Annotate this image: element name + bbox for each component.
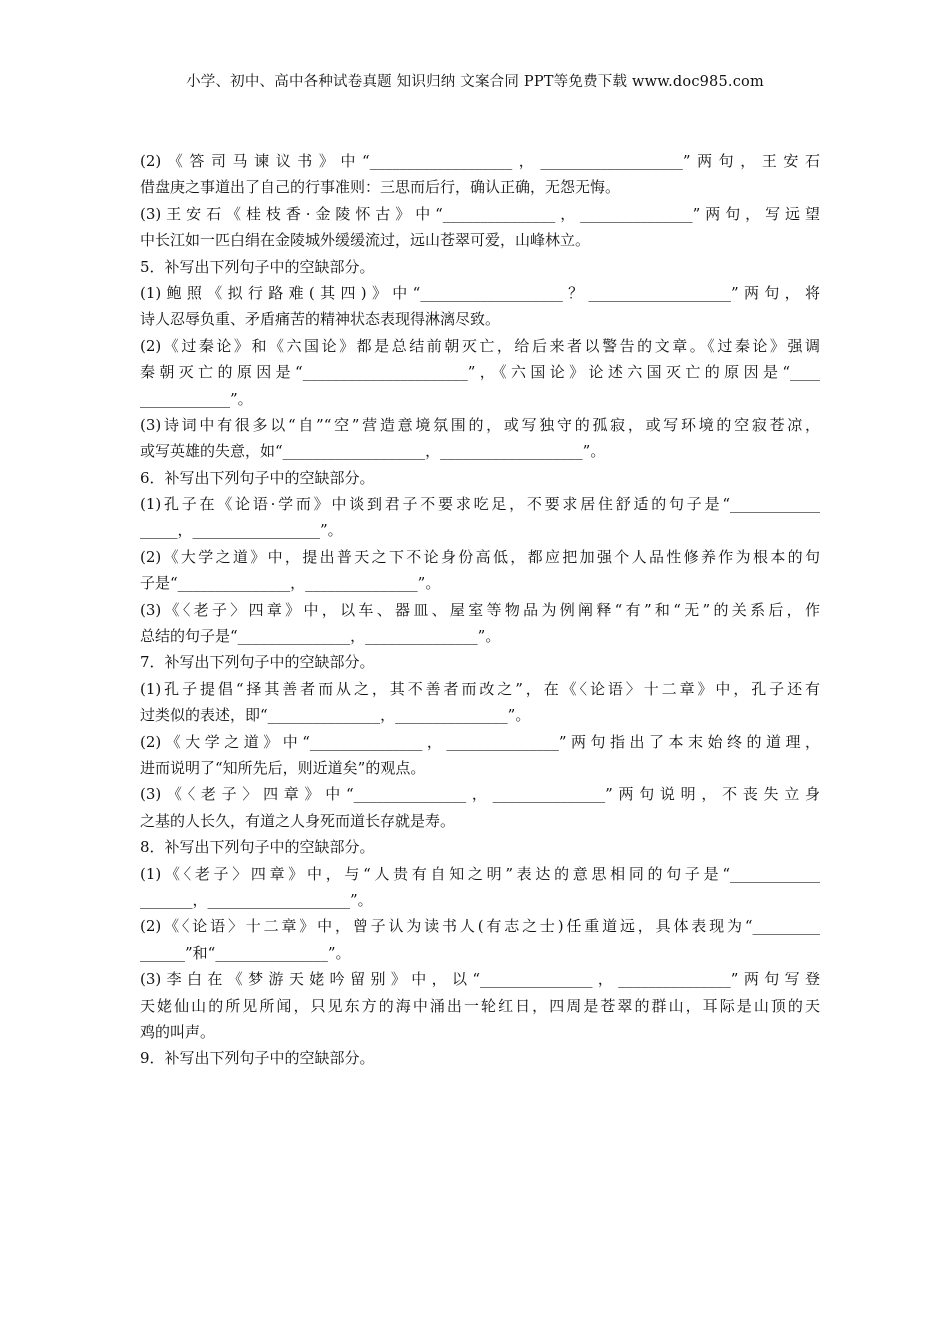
text-line: (3)诗词中有很多以“自”“空”营造意境氛围的，或写独守的孤寂，或写环境的空寂苍凉， — [140, 415, 820, 434]
text-line: ______”和“_______________”。 — [140, 943, 351, 962]
question-heading: 9．补写出下列句子中的空缺部分。 — [140, 1049, 375, 1068]
text-line: 秦朝灭亡的原因是“______________________”，《六国论》论述六国灭亡的原因是“____ — [140, 363, 820, 382]
document-body — [140, 148, 820, 1072]
text-line: 诗人忍辱负重、矛盾痛苦的精神状态表现得淋漓尽致。 — [140, 310, 501, 329]
text-line: 鸡的叫声。 — [140, 1022, 216, 1041]
text-line: (2)《〈论语〉十二章》中，曾子认为读书人(有志之士)任重道远，具体表现为“_________ — [140, 917, 820, 936]
text-line: (3)李白在《梦游天姥吟留别》中，以“_______________，_______________”两句写登 — [140, 970, 820, 989]
text-line: _______，___________________”。 — [140, 890, 373, 909]
text-line: (2)《过秦论》和《六国论》都是总结前朝灭亡，给后来者以警告的文章。《过秦论》强调 — [140, 336, 820, 355]
text-line: 中长江如一匹白绢在金陵城外缓缓流过，远山苍翠可爱，山峰林立。 — [140, 231, 591, 250]
question-heading: 7．补写出下列句子中的空缺部分。 — [140, 653, 375, 672]
text-line: 子是“_______________，_______________”。 — [140, 574, 441, 593]
text-line: (3)《〈老子〉四章》中“_______________，_______________”两句说明，不丧失立身 — [140, 785, 820, 804]
question-heading: 5．补写出下列句子中的空缺部分。 — [140, 257, 375, 276]
text-line: (2)《大学之道》中，提出普天之下不论身份高低，都应把加强个人品性修养作为根本的句 — [140, 547, 820, 566]
text-line: 或写英雄的失意，如“___________________，___________________”。 — [140, 442, 606, 461]
text-line: 借盘庚之事道出了自己的行事准则：三思而后行，确认正确，无怨无悔。 — [140, 178, 621, 197]
page-header: 小学、初中、高中各种试卷真题 知识归纳 文案合同 PPT等免费下载 www.doc985.com — [186, 74, 764, 90]
text-line: (2)《大学之道》中“_______________，_______________”两句指出了本末始终的道理， — [140, 732, 820, 751]
text-line: 进而说明了“知所先后，则近道矣”的观点。 — [140, 758, 426, 777]
text-line: (1)《〈老子〉四章》中，与“人贵有自知之明”表达的意思相同的句子是“____________ — [140, 864, 820, 883]
text-line: 总结的句子是“_______________，_______________”。 — [140, 627, 501, 646]
text-line: (1)孔子在《论语·学而》中谈到君子不要求吃足，不要求居住舒适的句子是“____________ — [140, 495, 820, 514]
text-line: (1)鲍照《拟行路难(其四)》中“___________________？___________________”两句，将 — [140, 283, 820, 302]
text-line: (3)《〈老子〉四章》中，以车、器皿、屋室等物品为例阐释“有”和“无”的关系后，作 — [140, 600, 820, 619]
question-heading: 6．补写出下列句子中的空缺部分。 — [140, 468, 375, 487]
text-line: _____，_________________”。 — [140, 521, 343, 540]
text-line: 之基的人长久，有道之人身死而道长存就是寿。 — [140, 811, 456, 830]
text-line: (2)《答司马谏议书》中“___________________，___________________”两句，王安石 — [140, 152, 820, 170]
text-line: (1)孔子提倡“择其善者而从之，其不善者而改之”，在《〈论语〉十二章》中，孔子还有 — [140, 679, 820, 698]
text-line: 过类似的表述，即“_______________，_______________”。 — [140, 706, 531, 725]
question-heading: 8．补写出下列句子中的空缺部分。 — [140, 838, 375, 857]
text-line: ____________”。 — [140, 389, 253, 408]
text-line: 天姥仙山的所见所闻，只见东方的海中涌出一轮红日，四周是苍翠的群山，耳际是山顶的天 — [140, 996, 820, 1015]
text-line: (3)王安石《桂枝香·金陵怀古》中“_______________，_______________”两句，写远望 — [140, 204, 820, 223]
